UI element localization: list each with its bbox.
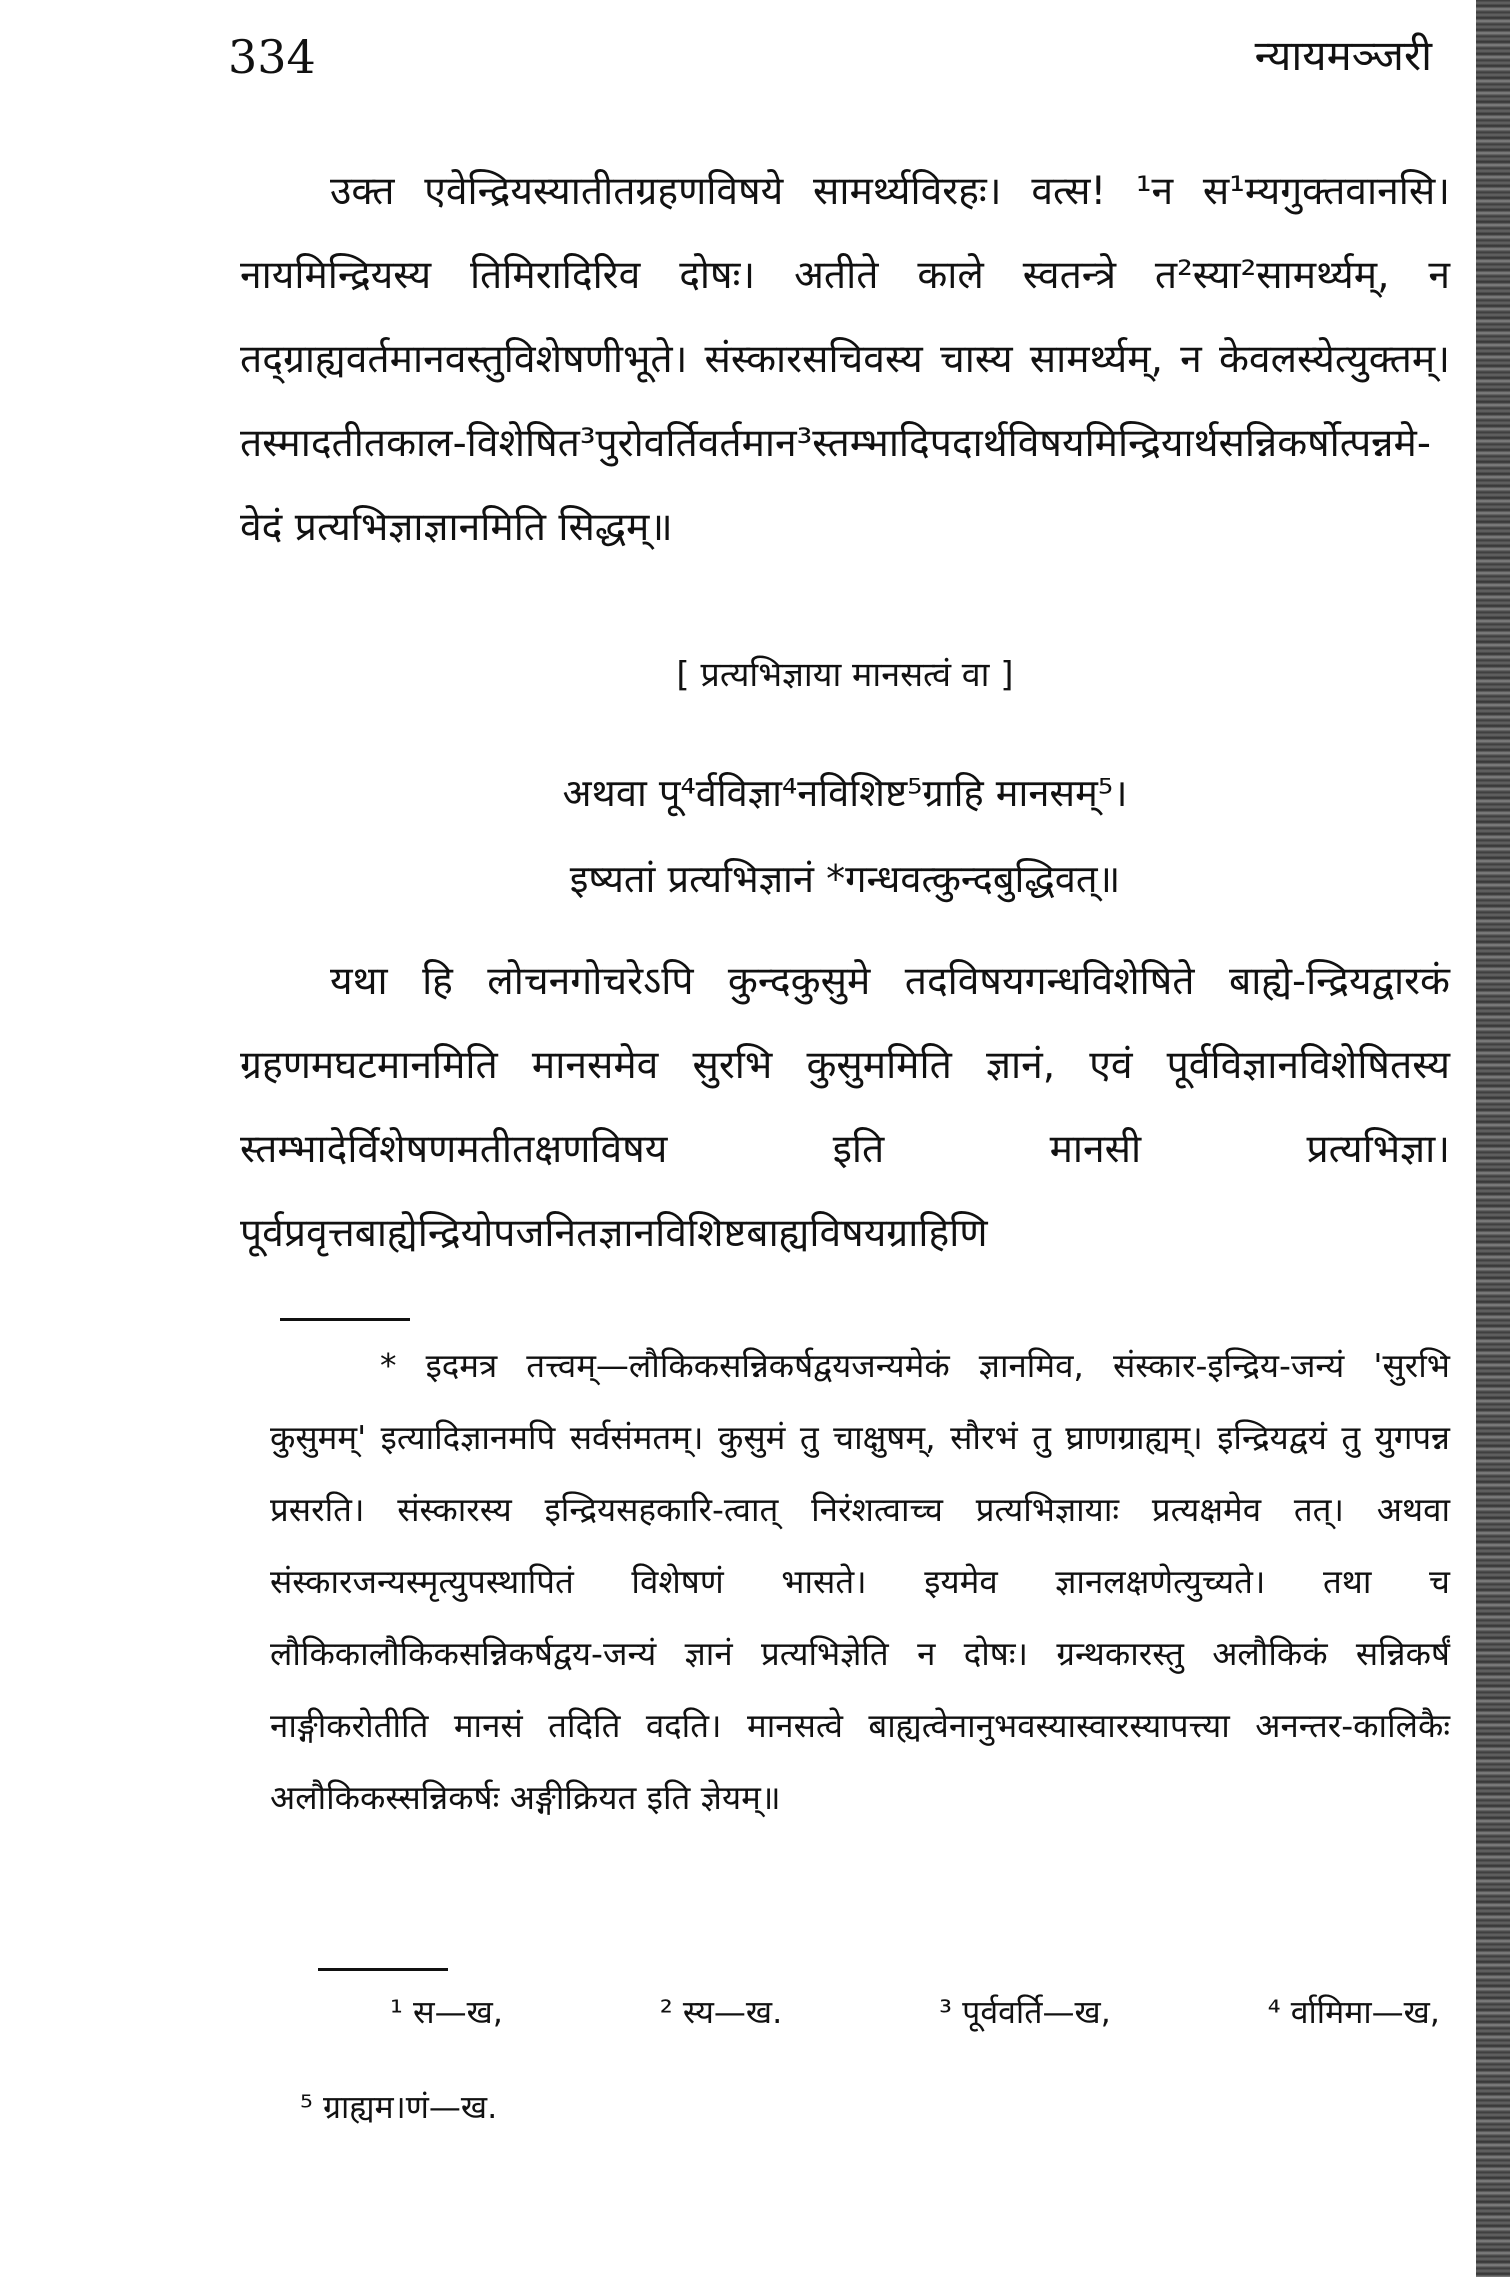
variant-readings: [390, 1990, 1440, 2033]
variant-reading: ⁴ र्वामिमा—ख,: [1267, 1993, 1440, 2031]
main-text-block-1: [240, 150, 1450, 570]
variant-reading: ³ पूर्ववर्ति—ख,: [939, 1993, 1111, 2031]
verse-line: इष्यतां प्रत्यभिज्ञानं *गन्धवत्कुन्दबुद्धिवत्॥: [569, 857, 1121, 901]
variants-rule: [318, 1968, 448, 1971]
verse-line: अथवा पू⁴र्वविज्ञा⁴नविशिष्ट⁵ग्राहि मानसम्⁵।: [562, 771, 1128, 815]
page-number: 334: [228, 30, 316, 84]
variant-reading: ¹ स—ख,: [390, 1993, 503, 2031]
variant-reading: ² स्य—ख.: [659, 1993, 783, 2031]
section-heading: [ प्रत्यभिज्ञाया मानसत्वं वा ]: [676, 655, 1014, 695]
page-edge-shadow: [1476, 0, 1510, 2277]
variant-reading: ⁵ ग्राह्यम।णं—ख.: [300, 2088, 498, 2126]
body-paragraph: यथा हि लोचनगोचरेऽपि कुन्दकुसुमे तदविषयगन्धविशेषिते बाह्ये-न्द्रियद्वारकं ग्रहणमघटमानमिति मानसमेव सुरभि कुसुममिति ज्ञानं, एवं पूर्वविज्ञानविशेषितस्य स्तम्भादेर्विशेषणमतीतक्षणविषय इति मानसी प्रत्यभिज्ञा। पूर्वप्रवृत्तबाह्येन्द्रियोपजनितज्ञानविशिष्टबाह्यविषयग्राहिणि: [240, 959, 1450, 1256]
footnote-rule: [280, 1318, 410, 1321]
running-head: न्यायमञ्जरी: [1254, 31, 1432, 80]
main-text-block-2: [240, 940, 1450, 1276]
body-paragraph: उक्त एवेन्द्रियस्यातीतग्रहणविषये सामर्थ्यविरहः। वत्स! ¹न स¹म्यगुक्तवानसि। नायमिन्द्रियस्य तिमिरादिरिव दोषः। अतीते काले स्वतन्त्रे त²स्या²सामर्थ्यम्, न तद्ग्राह्यवर्तमानवस्तुविशेषणीभूते। संस्कारसचिवस्य चास्य सामर्थ्यम्, न केवलस्येत्युक्तम्। तस्मादतीतकाल-विशेषित³पुरोवर्तिवर्तमान³स्तम्भादिपदार्थविषयमिन्द्रियार्थसन्निकर्षोत्पन्नमे-वेदं प्रत्यभिज्ञाज्ञानमिति सिद्धम्॥: [240, 169, 1450, 550]
verse-block: [240, 750, 1450, 922]
footnote-text: * इदमत्र तत्त्वम्—लौकिकसन्निकर्षद्वयजन्यमेकं ज्ञानमिव, संस्कार-इन्द्रिय-जन्यं 'सुरभि कुसुमम्' इत्यादिज्ञानमपि सर्वसंमतम्। कुसुमं तु चाक्षुषम्, सौरभं तु घ्राणग्राह्यम्। इन्द्रियद्वयं तु युगपन्न प्रसरति। संस्कारस्य इन्द्रियसहकारि-त्वात् निरंशत्वाच्च प्रत्यभिज्ञायाः प्रत्यक्षमेव तत्। अथवा संस्कारजन्यस्मृत्युपस्थापितं विशेषणं भासते। इयमेव ज्ञानलक्षणेत्युच्यते। तथा च लौकिकालौकिकसन्निकर्षद्वय-जन्यं ज्ञानं प्रत्यभिज्ञेति न दोषः। ग्रन्थकारस्तु अलौकिकं सन्निकर्षं नाङ्गीकरोतीति मानसं तदिति वदति। मानसत्वे बाह्यत्वेनानुभवस्यास्वारस्यापत्त्या अनन्तर-कालिकैः अलौकिकस्सन्निकर्षः अङ्गीक्रियत इति ज्ञेयम्॥: [270, 1346, 1450, 1817]
footnote: [270, 1330, 1450, 1834]
